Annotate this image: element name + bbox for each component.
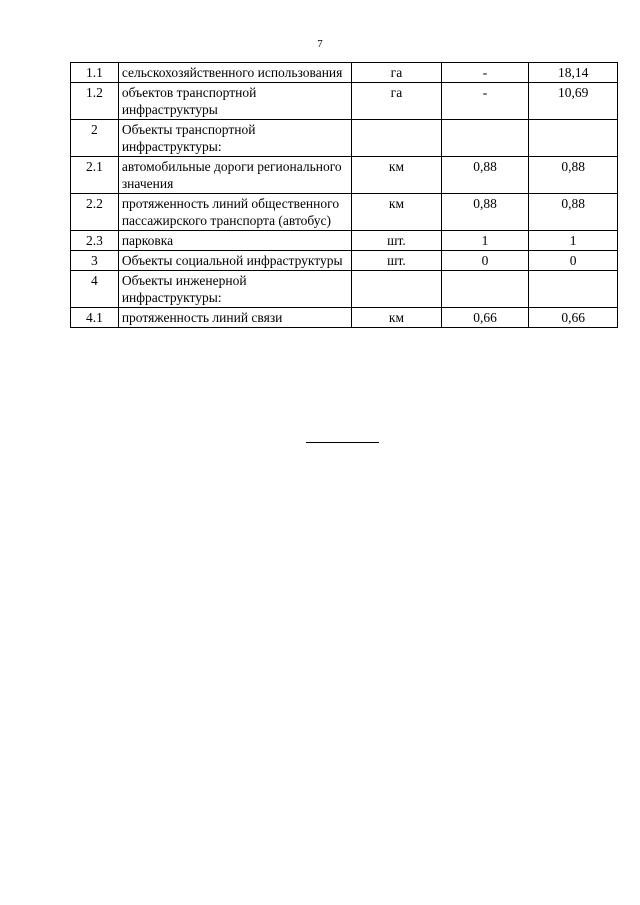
row-value-planned: 1 bbox=[529, 231, 618, 251]
row-value-planned: 10,69 bbox=[529, 83, 618, 120]
row-name: объектов транспортной инфраструктуры bbox=[118, 83, 351, 120]
row-value-current: 0,66 bbox=[441, 308, 529, 328]
table-row bbox=[71, 83, 618, 120]
table-row bbox=[71, 157, 618, 194]
table-row bbox=[71, 231, 618, 251]
row-value-current: 0,88 bbox=[441, 157, 529, 194]
row-unit bbox=[352, 120, 442, 157]
table-row bbox=[71, 251, 618, 271]
row-value-planned: 0,88 bbox=[529, 157, 618, 194]
row-value-current: 0,88 bbox=[441, 194, 529, 231]
row-number: 2.1 bbox=[71, 157, 119, 194]
row-number: 2.3 bbox=[71, 231, 119, 251]
row-number: 4.1 bbox=[71, 308, 119, 328]
row-name: Объекты социальной инфраструктуры bbox=[118, 251, 351, 271]
row-unit: га bbox=[352, 83, 442, 120]
table-row bbox=[71, 271, 618, 308]
row-unit: шт. bbox=[352, 231, 442, 251]
row-unit: км bbox=[352, 157, 442, 194]
end-of-document-line bbox=[306, 442, 379, 443]
row-number: 2.2 bbox=[71, 194, 119, 231]
row-name: автомобильные дороги регионального значения bbox=[118, 157, 351, 194]
row-value-planned: 18,14 bbox=[529, 63, 618, 83]
row-number: 2 bbox=[71, 120, 119, 157]
row-value-current: 1 bbox=[441, 231, 529, 251]
table-row bbox=[71, 194, 618, 231]
row-unit: км bbox=[352, 194, 442, 231]
row-value-planned bbox=[529, 271, 618, 308]
row-unit: шт. bbox=[352, 251, 442, 271]
row-name: Объекты транспортной инфраструктуры: bbox=[118, 120, 351, 157]
row-value-planned: 0,88 bbox=[529, 194, 618, 231]
row-unit bbox=[352, 271, 442, 308]
table-row bbox=[71, 63, 618, 83]
row-value-current bbox=[441, 120, 529, 157]
row-value-planned: 0,66 bbox=[529, 308, 618, 328]
page-number: 7 bbox=[317, 38, 323, 50]
row-value-current: 0 bbox=[441, 251, 529, 271]
row-value-planned bbox=[529, 120, 618, 157]
row-number: 4 bbox=[71, 271, 119, 308]
row-number: 1.1 bbox=[71, 63, 119, 83]
row-name: парковка bbox=[118, 231, 351, 251]
indicators-table bbox=[70, 62, 618, 328]
row-name: протяженность линий общественного пассажирского транспорта (автобус) bbox=[118, 194, 351, 231]
row-number: 3 bbox=[71, 251, 119, 271]
row-value-current bbox=[441, 271, 529, 308]
row-name: сельскохозяйственного использования bbox=[118, 63, 351, 83]
row-value-current: - bbox=[441, 63, 529, 83]
row-name: Объекты инженерной инфраструктуры: bbox=[118, 271, 351, 308]
row-unit: га bbox=[352, 63, 442, 83]
row-number: 1.2 bbox=[71, 83, 119, 120]
row-unit: км bbox=[352, 308, 442, 328]
table-row bbox=[71, 120, 618, 157]
row-name: протяженность линий связи bbox=[118, 308, 351, 328]
table-row bbox=[71, 308, 618, 328]
row-value-planned: 0 bbox=[529, 251, 618, 271]
row-value-current: - bbox=[441, 83, 529, 120]
